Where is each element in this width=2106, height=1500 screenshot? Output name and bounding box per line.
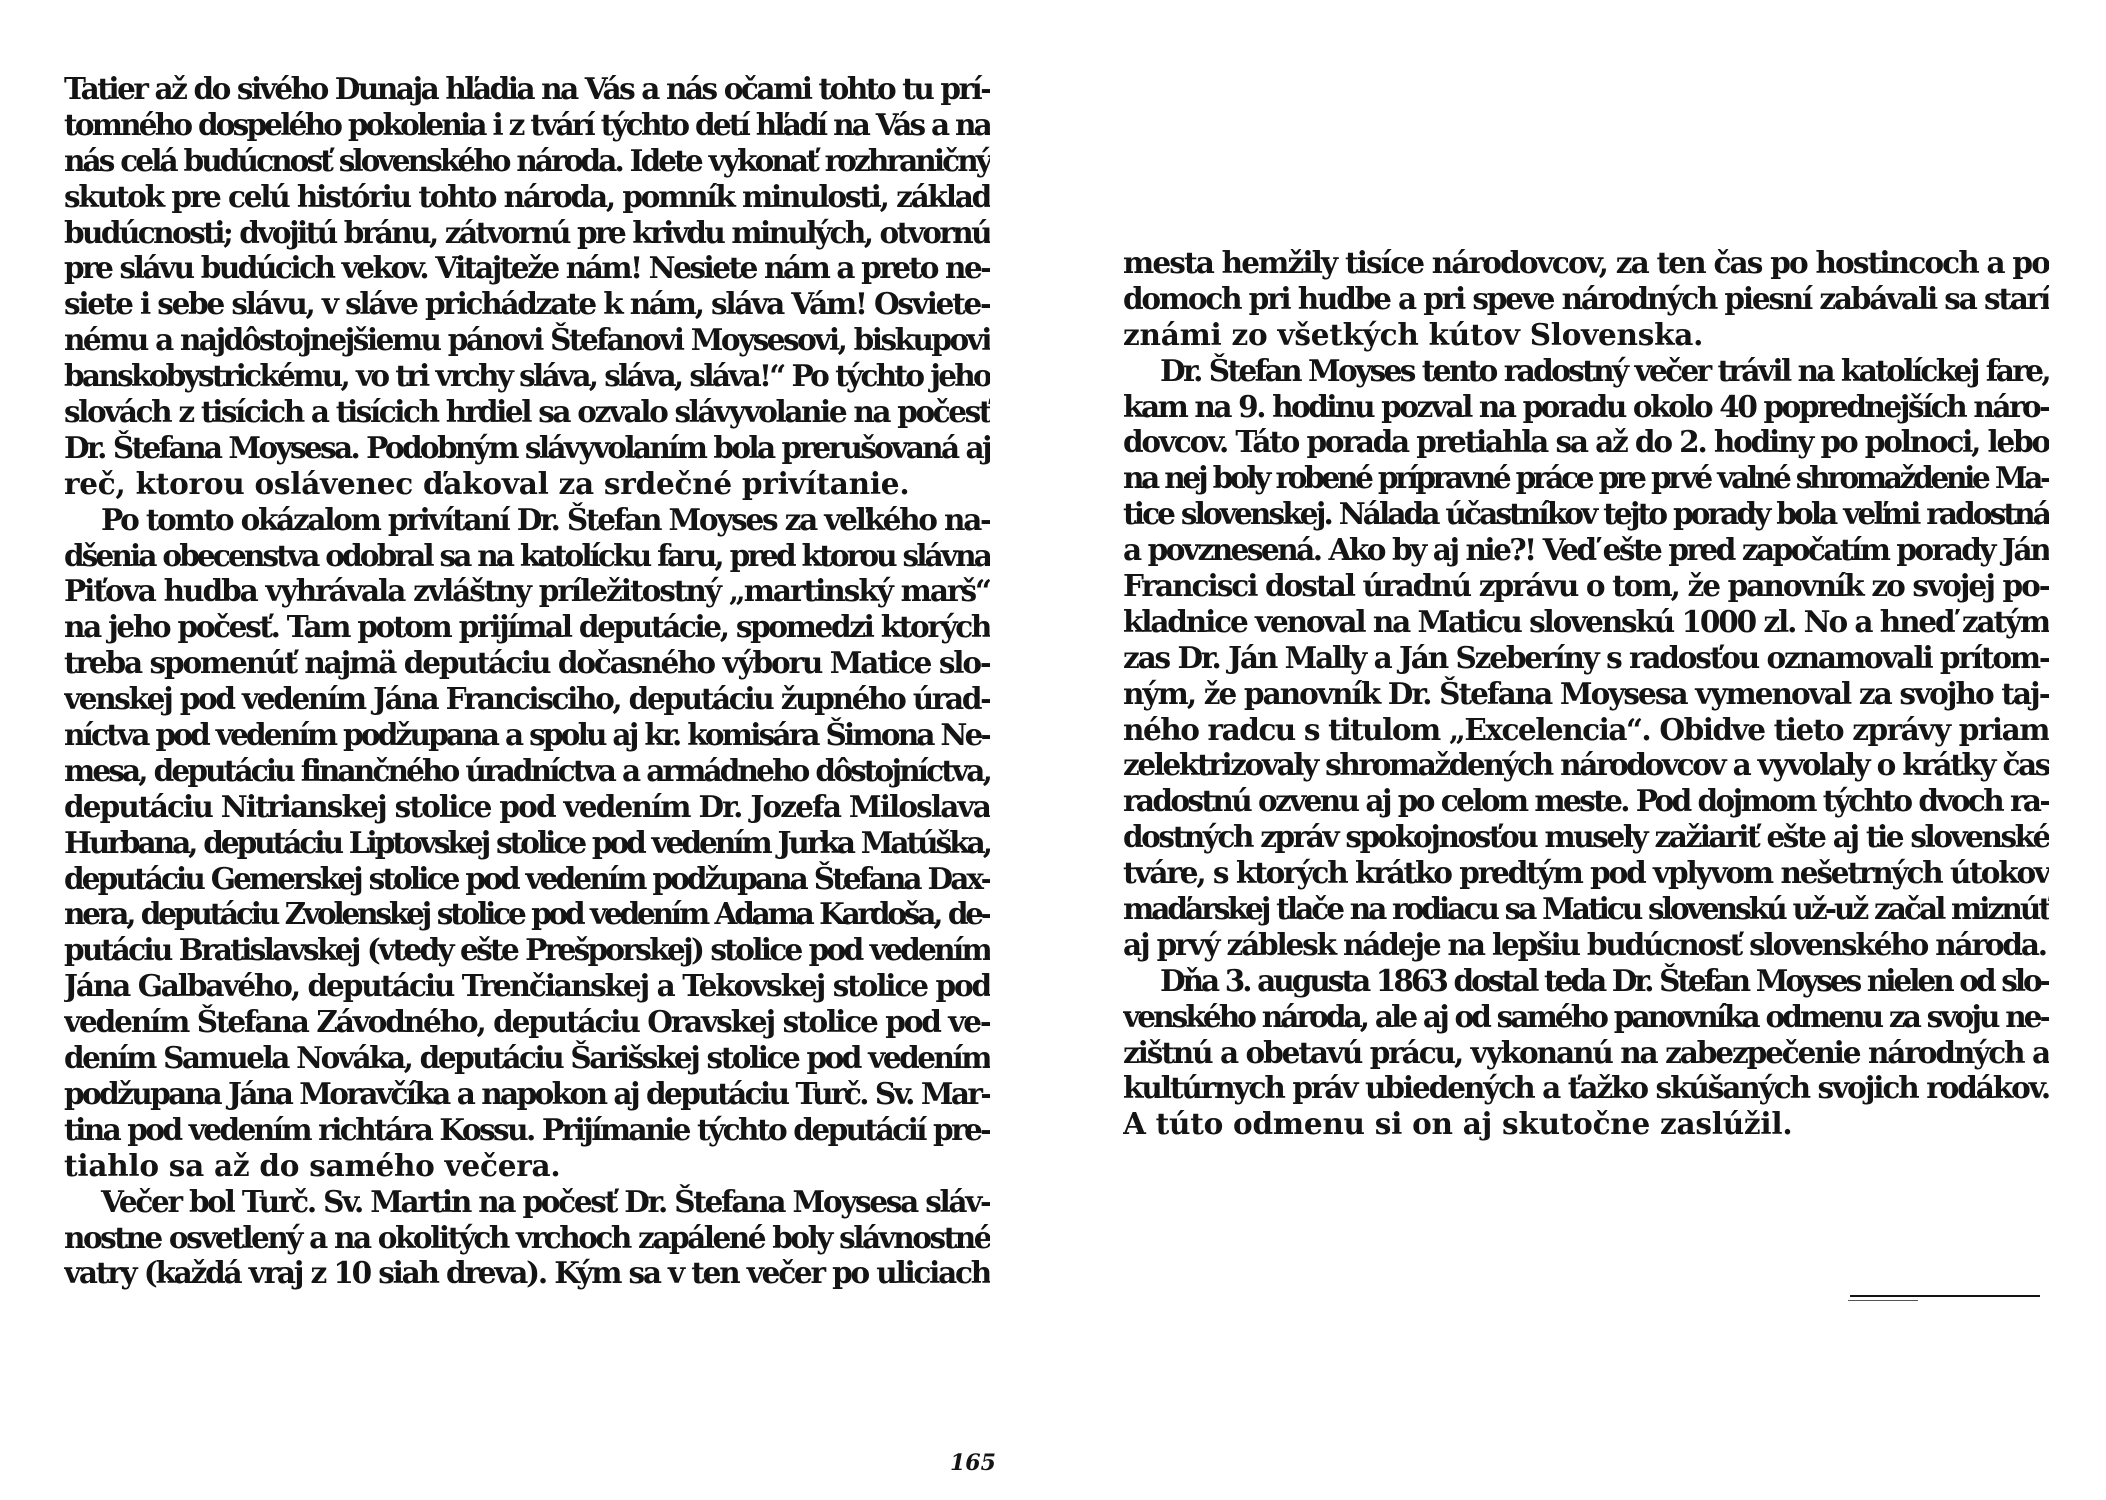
text-line: mesta hemžily tisíce národovcov, za ten čas po hostincoch a po (1123, 245, 2049, 280)
text-line: Hurbana, deputáciu Liptovskej stolice pod vedením Jurka Matúška, (64, 824, 990, 860)
text-line: budúcnosti; dvojitú bránu, zátvornú pre krivdu minulých, otvornú (64, 214, 990, 250)
text-line: zelektrizovaly shromaždených národovcov a vyvolaly o krátky čas (1123, 747, 2049, 783)
text-line: na jeho počesť. Tam potom prijímal deputácie, spomedzi ktorých (64, 609, 990, 645)
text-line: tice slovenskej. Nálada účastníkov tejto porady bola veľmi radostná (1123, 496, 2049, 532)
text-line: zas Dr. Ján Mally a Ján Szeberíny s radosťou oznamovali prítom- (1123, 639, 2049, 675)
text-line: deputáciu Nitrianskej stolice pod vedením Dr. Jozefa Miloslava (64, 788, 990, 824)
left-page-text (64, 71, 990, 1291)
text-line: dovcov. Táto porada pretiahla sa až do 2. hodiny po polnoci, lebo (1123, 424, 2049, 460)
text-line: Večer bol Turč. Sv. Martin na počesť Dr. Štefana Moysesa sláv- (101, 1183, 990, 1219)
text-line: tina pod vedením richtára Kossu. Prijímanie týchto deputácií pre- (64, 1111, 990, 1147)
text-line: radostnú ozvenu aj po celom meste. Pod dojmom týchto dvoch ra- (1123, 783, 2049, 819)
text-line: ného radcu s titulom „Excelencia“. Obidve tieto zprávy priam (1123, 711, 2049, 747)
text-line: dšenia obecenstva odobral sa na katolícku faru, pred ktorou slávna (64, 537, 990, 573)
text-line: kladnice venoval na Maticu slovenskú 1000 zl. No a hneď zatým (1123, 603, 2049, 639)
text-line: tiahlo sa až do samého večera. (64, 1147, 561, 1183)
text-line: kam na 9. hodinu pozval na poradu okolo 40 poprednejších náro- (1123, 388, 2049, 424)
text-line: Piťova hudba vyhrávala zvláštny príležitostný „martinský marš“ (64, 573, 990, 609)
text-line: pre slávu budúcich vekov. Vitajteže nám! Nesiete nám a preto ne- (64, 250, 990, 286)
text-line: nostne osvetlený a na okolitých vrchoch zapálené boly slávnostné (64, 1219, 990, 1255)
text-line: tomného dospelého pokolenia i z tvárí týchto detí hľadí na Vás a na (64, 106, 990, 142)
text-line: zištnú a obetavú prácu, vykonanú na zabezpečenie národných a (1123, 1034, 2049, 1070)
text-line: ným, že panovník Dr. Štefana Moysesa vymenoval za svojho taj- (1123, 675, 2049, 711)
text-line: a povznesená. Ako by aj nie?! Veď ešte pred započatím porady Ján (1123, 532, 2049, 568)
text-line: vedením Štefana Závodného, deputáciu Oravskej stolice pod ve- (64, 1004, 990, 1040)
text-line: deputáciu Gemerskej stolice pod vedením podžupana Štefana Dax- (64, 860, 990, 896)
text-line: skutok pre celú históriu tohto národa, pomník minulosti, základ (64, 178, 990, 214)
text-line: dostných zpráv spokojnosťou musely zažiariť ešte aj tie slovenské (1123, 819, 2049, 855)
text-line: Dňa 3. augusta 1863 dostal teda Dr. Štefan Moyses nielen od slo- (1160, 962, 2049, 998)
text-line: nás celá budúcnosť slovenského národa. Idete vykonať rozhraničný (64, 142, 990, 178)
text-line: mesa, deputáciu finančného úradníctva a armádneho dôstojníctva, (64, 752, 990, 788)
text-line: dením Samuela Nováka, deputáciu Šarišskej stolice pod vedením (64, 1040, 990, 1076)
text-line: známi zo všetkých kútov Slovenska. (1123, 316, 1704, 352)
text-line: slovách z tisícich a tisícich hrdiel sa ozvalo slávyvolanie na počesť (64, 394, 990, 430)
text-line: Po tomto okázalom privítaní Dr. Štefan Moyses za veľkého na- (101, 501, 990, 537)
text-line: nera, deputáciu Zvolenskej stolice pod vedením Adama Kardoša, de- (64, 896, 990, 932)
text-line: maďarskej tlače na rodiacu sa Maticu slovenskú už-už začal miznúť (1123, 891, 2049, 927)
text-line: Jána Galbavého, deputáciu Trenčianskej a Tekovskej stolice pod (64, 968, 990, 1004)
text-line: nému a najdôstojnejšiemu pánovi Štefanovi Moysesovi, biskupovi (64, 322, 990, 358)
text-line: banskobystrickému, vo tri vrchy sláva, sláva, sláva!“ Po týchto jeho (64, 358, 990, 394)
page-number: 165 (950, 1450, 996, 1476)
text-line: kultúrnych práv ubiedených a ťažko skúšaných svojich rodákov. (1123, 1070, 2049, 1106)
text-line: siete i sebe slávu, v sláve prichádzate k nám, sláva Vám! Osviete- (64, 286, 990, 322)
text-line: venskej pod vedením Jána Francisciho, deputáciu župného úrad- (64, 681, 990, 717)
text-line: na nej boly robené prípravné práce pre prvé valné shromaždenie Ma- (1123, 460, 2049, 496)
text-line: Francisci dostal úradnú zprávu o tom, že panovník zo svojej po- (1123, 568, 2049, 604)
text-line: tváre, s ktorých krátko predtým pod vplyvom nešetrných útokov (1123, 855, 2049, 891)
right-page-text (1123, 245, 2049, 1142)
text-line: aj prvý záblesk nádeje na lepšiu budúcnosť slovenského národa. (1123, 926, 2046, 962)
text-line: putáciu Bratislavskej (vtedy ešte Prešporskej) stolice pod vedením (64, 932, 990, 968)
text-line: Dr. Štefana Moysesa. Podobným slávyvolaním bola prerušovaná aj (64, 429, 990, 465)
text-line: venského národa, ale aj od samého panovníka odmenu za svoju ne- (1123, 998, 2049, 1034)
text-line: treba spomenúť najmä deputáciu dočasného výboru Matice slo- (64, 645, 990, 681)
text-line: Tatier až do sivého Dunaja hľadia na Vás a nás očami tohto tu prí- (64, 71, 990, 106)
end-of-chapter-rule (1850, 1295, 2040, 1297)
text-line: vatry (každá vraj z 10 siah dreva). Kým sa v ten večer po uliciach (64, 1255, 990, 1291)
text-line: reč, ktorou oslávenec ďakoval za srdečné privítanie. (64, 465, 910, 501)
text-line: A túto odmenu si on aj skutočne zaslúžil. (1123, 1106, 1793, 1142)
text-line: podžupana Jána Moravčíka a napokon aj deputáciu Turč. Sv. Mar- (64, 1075, 990, 1111)
text-line: domoch pri hudbe a pri speve národných piesní zabávali sa starí (1123, 280, 2049, 316)
text-line: níctva pod vedením podžupana a spolu aj kr. komisára Šimona Ne- (64, 717, 990, 753)
text-line: Dr. Štefan Moyses tento radostný večer trávil na katolíckej fare, (1160, 352, 2049, 388)
